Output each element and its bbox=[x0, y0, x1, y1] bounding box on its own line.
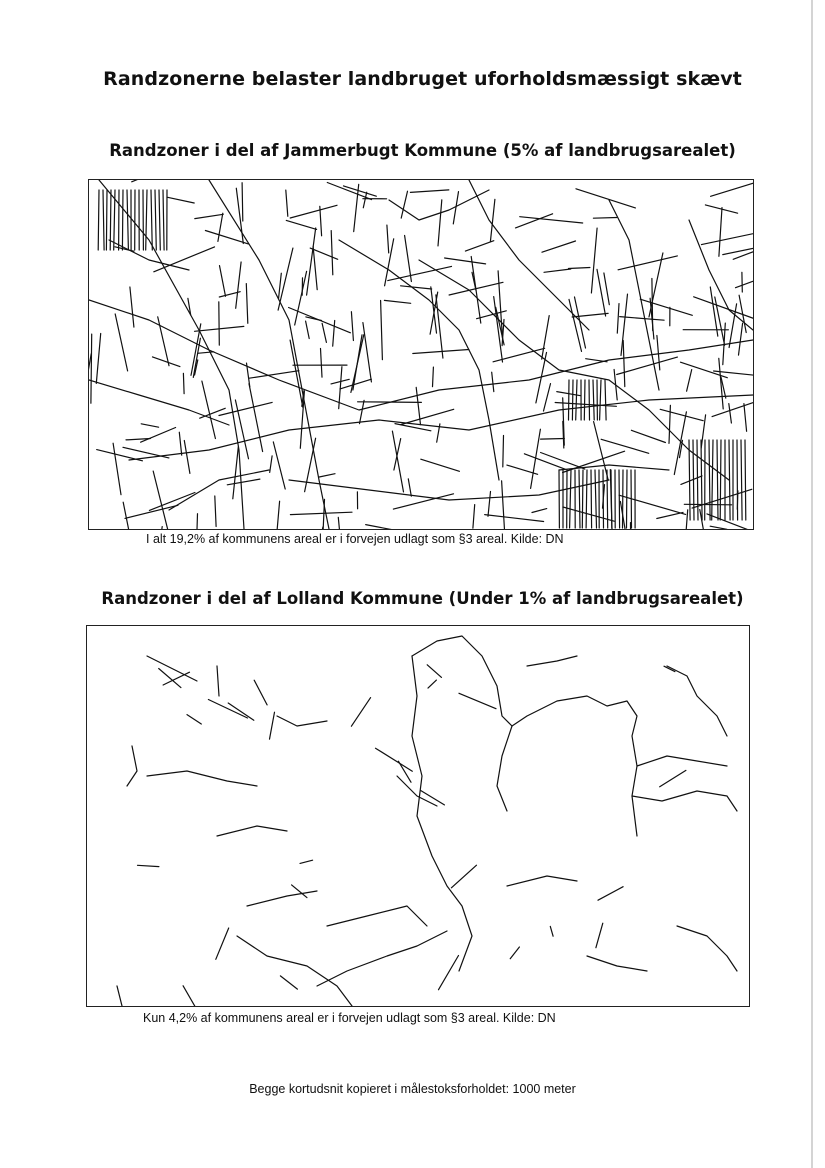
map-heading-jammerbugt: Randzoner i del af Jammerbugt Kommune (5% af landbrugsarealet) bbox=[109, 141, 736, 160]
map-heading-lolland: Randzoner i del af Lolland Kommune (Under 1% af landbrugsarealet) bbox=[101, 589, 744, 608]
scan-edge bbox=[811, 0, 813, 1168]
map-caption-jammerbugt: I alt 19,2% af kommunens areal er i forvejen udlagt som §3 areal. Kilde: DN bbox=[146, 532, 564, 546]
map-caption-lolland: Kun 4,2% af kommunens areal er i forvejen udlagt som §3 areal. Kilde: DN bbox=[143, 1011, 556, 1025]
map-jammerbugt bbox=[88, 179, 754, 530]
map-lolland-drawing bbox=[87, 626, 749, 1006]
map-jammerbugt-drawing bbox=[89, 180, 753, 529]
scale-note: Begge kortudsnit kopieret i målestoksforholdet: 1000 meter bbox=[249, 1082, 576, 1096]
map-lolland bbox=[86, 625, 750, 1007]
page-title: Randzonerne belaster landbruget uforholdsmæssigt skævt bbox=[103, 68, 742, 90]
